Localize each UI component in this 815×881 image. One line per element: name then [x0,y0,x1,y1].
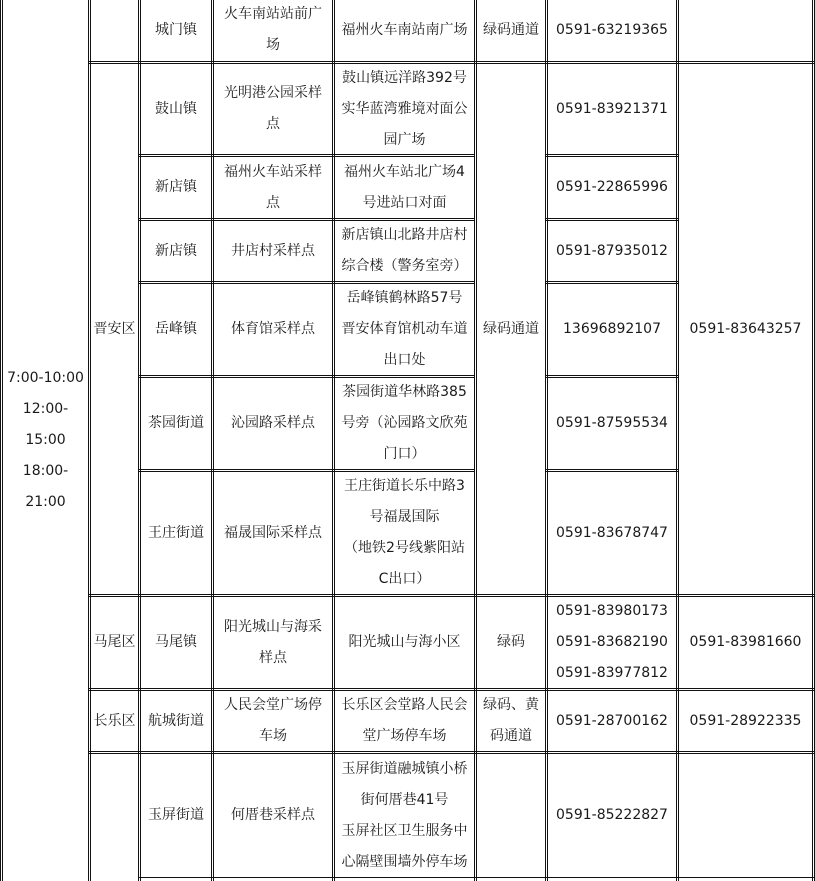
row-divider [546,218,678,219]
site-cell [214,378,332,469]
site-name: 阳光城山与海采 [224,618,322,635]
site-name: 人民会堂广场停 [224,697,322,713]
address-text: 号福晟国际 [369,509,440,525]
hotline-cell [679,691,812,751]
phone-number: 0591-22865996 [556,179,668,195]
address-text: 福州火车站北广场4 [344,163,465,180]
address-text: 福州火车南站南广场 [341,21,468,38]
group-divider [89,751,815,752]
district-cell [91,691,138,751]
town-cell [141,378,211,469]
table-border-left [0,0,1,881]
site-name: 场 [266,37,280,53]
phone-cell [548,597,676,688]
town-cell [141,472,211,594]
time-line: 18:00- [22,462,69,479]
address-cell [335,284,474,375]
district-name: 晋安区 [93,320,136,337]
address-text: 长乐区会堂路人民会 [341,697,468,713]
district-name: 马尾区 [93,634,136,650]
hotline-cell [679,597,812,688]
town-name: 鼓山镇 [155,100,197,117]
address-cell [335,597,474,688]
address-cell [335,472,474,594]
district-cell [91,64,138,594]
code-cell [477,64,545,594]
address-text: 门口） [383,446,426,462]
phone-number: 0591-63219365 [556,21,668,38]
code-text: 码通道 [490,728,532,744]
code-text: 绿码、黄 [483,697,539,713]
town-name: 航城街道 [148,712,204,729]
town-cell [141,221,211,281]
site-name: 福州火车站采样 [224,163,322,180]
column-divider [676,0,677,881]
site-name: 车场 [259,728,287,744]
time-cell [3,0,88,881]
address-text: 园广场 [383,131,426,148]
town-cell [141,0,211,61]
site-name: 福晟国际采样点 [224,524,322,541]
phone-cell [548,157,676,218]
row-divider [546,469,678,470]
phone-cell [548,284,676,375]
address-text: 王庄街道长乐中路3 [344,478,465,494]
phone-number: 0591-83980173 [556,603,668,619]
site-name: 样点 [259,649,287,666]
column-divider [474,0,475,881]
town-cell [141,64,211,154]
hotline-cell [679,64,812,594]
address-cell [335,378,474,469]
phone-cell [548,754,676,877]
site-name: 何厝巷采样点 [231,807,315,823]
address-text: C出口） [378,571,431,587]
address-text: 街何厝巷41号 [360,791,449,808]
address-text: 玉屏社区卫生服务中 [341,822,468,839]
district-cell [91,597,138,688]
time-line: 7:00-10:00 [7,369,84,386]
site-cell [214,0,332,61]
address-cell [335,0,474,61]
site-name: 体育馆采样点 [231,321,315,337]
phone-number: 0591-85222827 [556,807,668,823]
address-cell [335,221,474,281]
address-text: 号旁（沁园路文欣苑 [341,415,468,431]
town-name: 玉屏街道 [148,807,204,823]
town-name: 新店镇 [155,242,197,259]
phone-cell [548,0,676,61]
column-divider [211,0,212,881]
hotline-number: 0591-83643257 [689,320,802,337]
town-cell [141,157,211,218]
group-divider [89,594,815,595]
phone-number: 0591-28700162 [556,712,668,729]
site-cell [214,691,332,751]
address-cell [335,157,474,218]
district-name: 长乐区 [93,712,136,729]
column-divider [332,0,333,881]
site-cell [214,284,332,375]
site-name: 点 [266,194,280,211]
time-line: 15:00 [25,431,66,448]
site-name: 火车南站站前广 [224,6,322,22]
table-border-right [812,0,813,881]
phone-number: 0591-83682190 [556,634,668,650]
site-cell [214,157,332,218]
column-divider [545,0,546,881]
site-name: 光明港公园采样 [224,85,322,101]
row-divider [546,154,678,155]
phone-cell [548,64,676,154]
town-cell [141,284,211,375]
address-text: 晋安体育馆机动车道 [341,321,468,337]
address-text: 茶园街道华林路385 [342,384,467,400]
phone-cell [548,691,676,751]
town-name: 马尾镇 [155,634,197,650]
site-cell [214,472,332,594]
code-text: 绿码通道 [483,21,539,38]
address-text: 新店镇山北路井店村 [341,227,468,243]
phone-number: 13696892107 [563,321,661,337]
town-cell [141,691,211,751]
address-text: 号进站口对面 [362,194,447,211]
row-divider [546,375,678,376]
row-divider [546,281,678,282]
phone-cell [548,378,676,469]
address-text: 鼓山镇远洋路392号 [342,69,467,86]
code-text: 绿码通道 [483,320,539,337]
site-cell [214,597,332,688]
time-line: 21:00 [25,493,66,510]
address-text: 出口处 [383,352,426,368]
code-text: 绿码 [497,634,525,650]
address-text: 玉屏街道融城镇小桥 [341,760,468,777]
address-text: 堂广场停车场 [362,728,447,744]
town-name: 岳峰镇 [155,321,197,337]
hotline-number: 0591-28922335 [689,712,802,729]
town-cell [141,754,211,877]
town-name: 新店镇 [155,179,197,195]
code-cell [477,0,545,61]
hotline-number: 0591-83981660 [689,634,802,650]
group-divider [89,688,815,689]
address-cell [335,754,474,877]
address-cell [335,691,474,751]
code-cell [477,691,545,751]
column-divider [88,0,89,881]
row-divider [139,877,815,878]
site-cell [214,221,332,281]
site-name: 点 [266,116,280,132]
phone-number: 0591-83921371 [556,100,668,117]
site-name: 沁园路采样点 [231,415,315,431]
town-cell [141,597,211,688]
address-text: 综合楼（警务室旁） [341,258,468,274]
phone-number: 0591-83977812 [556,665,668,681]
phone-number: 0591-87595534 [556,415,668,431]
column-divider [138,0,139,881]
phone-cell [548,221,676,281]
code-cell [477,597,545,688]
phone-cell [548,472,676,594]
town-name: 城门镇 [155,21,197,38]
site-cell [214,754,332,877]
address-text: 阳光城山与海小区 [348,634,461,650]
address-text: （地铁2号线紫阳站 [344,540,465,556]
phone-number: 0591-83678747 [556,524,668,541]
town-name: 王庄街道 [148,524,204,541]
time-line: 12:00- [22,400,69,417]
address-cell [335,64,474,154]
address-text: 岳峰镇鹤林路57号 [346,290,463,306]
site-cell [214,64,332,154]
town-name: 茶园街道 [148,415,204,431]
address-text: 心隔壁围墙外停车场 [341,853,468,870]
address-text: 实华蓝湾雅境对面公 [341,100,468,117]
site-name: 井店村采样点 [231,242,315,259]
phone-number: 0591-87935012 [556,242,668,259]
